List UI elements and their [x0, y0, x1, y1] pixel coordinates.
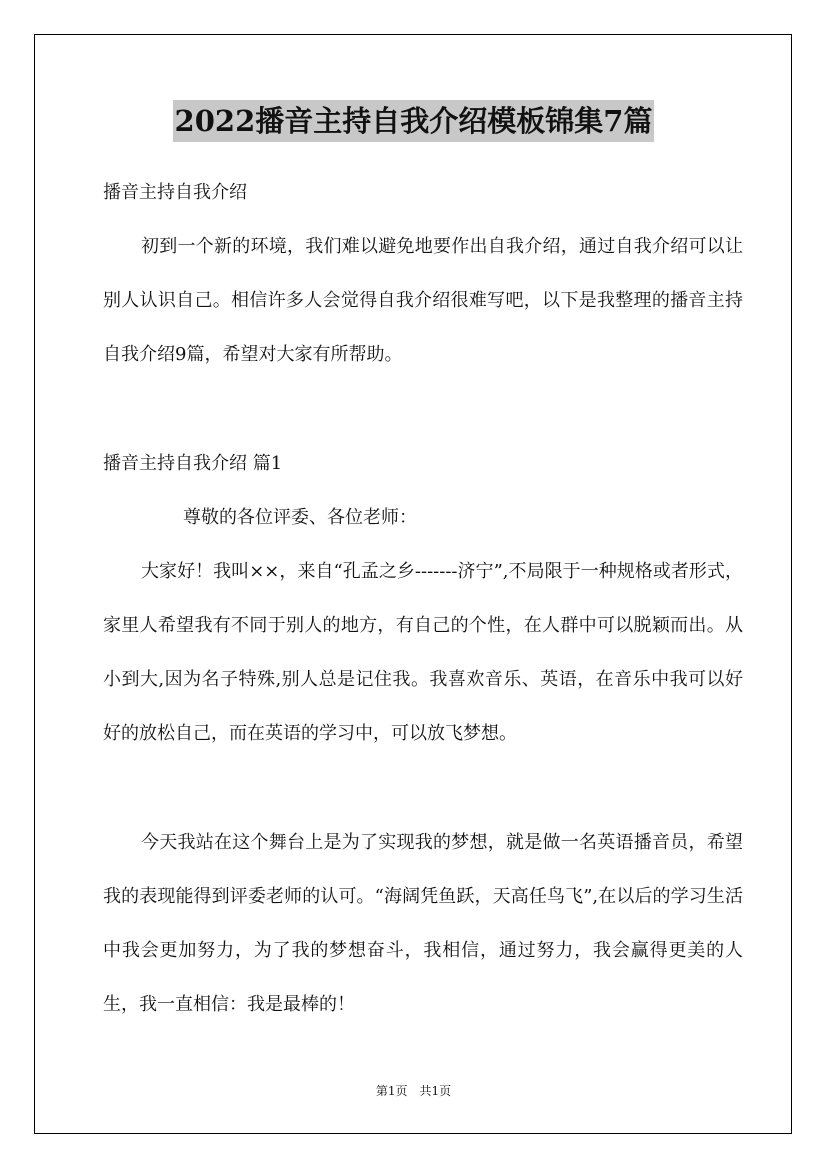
section1-heading: 播音主持自我介绍 篇1 [103, 453, 283, 474]
page-number: 第1页 共1页 [375, 1084, 452, 1098]
paragraph-2: 今天我站在这个舞台上是为了实现我的梦想，就是做一名英语播音员，希望我的表现能得到评委老师的认可。“海阔凭鱼跃，天高任鸟飞”,在以后的学习生活中我会更加努力，为了我的梦想奋斗，我相信，通过努力，我会赢得更美的人生，我一直相信：我是最棒的！ [103, 832, 743, 1015]
document-title-wrapper [0, 100, 827, 142]
document-title: 2022播音主持自我介绍模板锦集7篇 [173, 100, 655, 142]
salutation: 尊敬的各位评委、各位老师： [183, 507, 417, 528]
intro-heading: 播音主持自我介绍 [103, 182, 247, 203]
paragraph-1: 大家好！我叫××，来自“孔孟之乡-------济宁”,不局限于一种规格或者形式，家里人希望我有不同于别人的地方，有自己的个性，在人群中可以脱颖而出。从小到大,因为名子特殊,别人总是记住我。我喜欢音乐、英语，在音乐中我可以好好的放松自己，而在英语的学习中，可以放飞梦想。 [103, 561, 743, 744]
intro-paragraph: 初到一个新的环境，我们难以避免地要作出自我介绍，通过自我介绍可以让别人认识自己。相信许多人会觉得自我介绍很难写吧，以下是我整理的播音主持自我介绍9篇，希望对大家有所帮助。 [103, 236, 743, 365]
